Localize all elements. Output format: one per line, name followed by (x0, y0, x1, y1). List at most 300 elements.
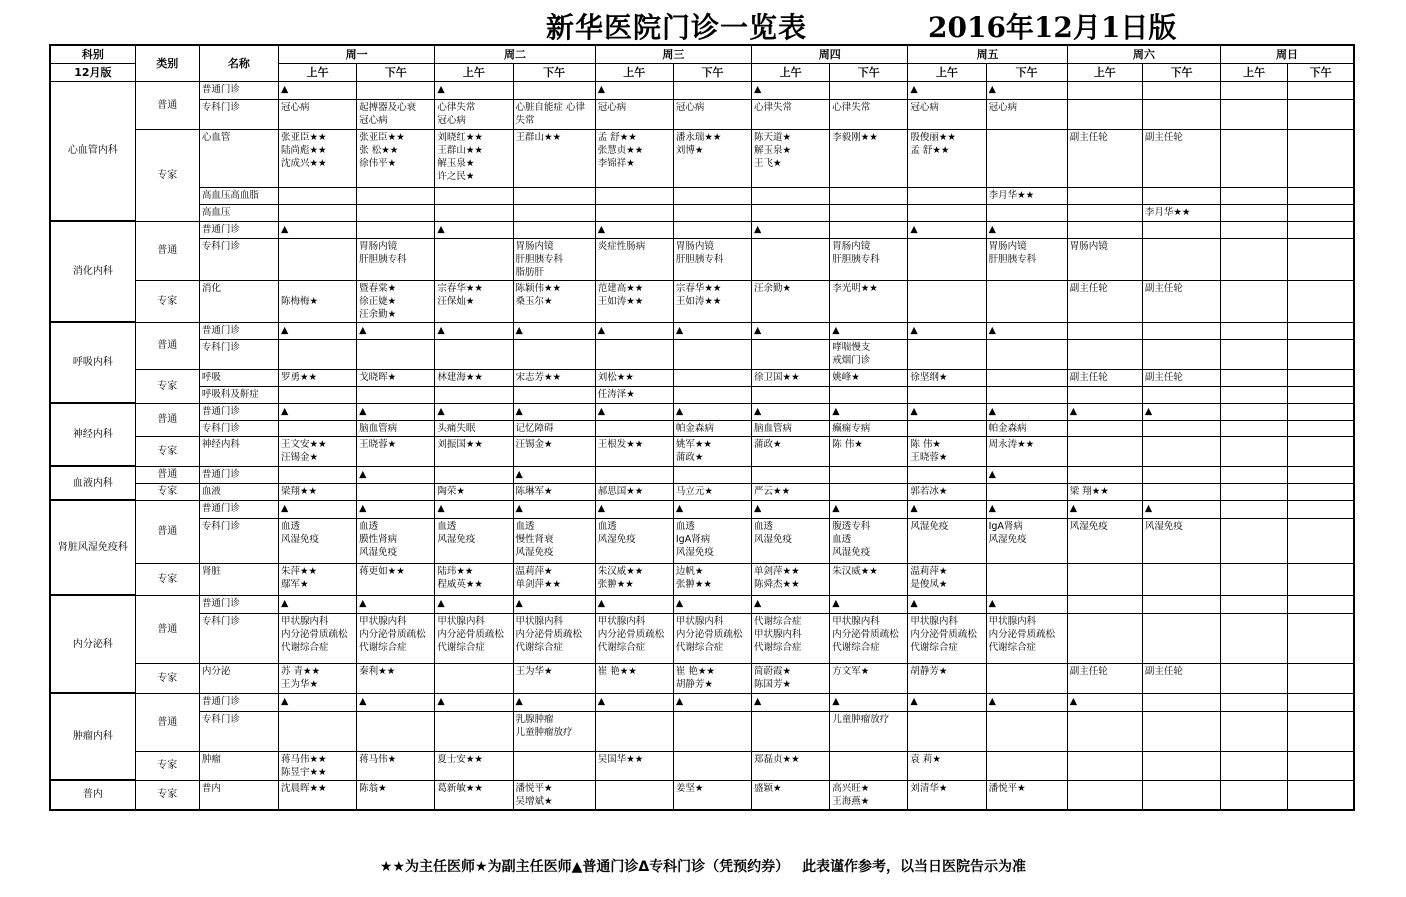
schedule-cell (513, 339, 595, 369)
schedule-cell (279, 386, 357, 403)
schedule-cell: 郝思国★★ (595, 483, 673, 500)
category-cell: 普通 (135, 221, 199, 280)
schedule-cell: 李月华★★ (986, 187, 1067, 204)
schedule-cell (1221, 420, 1288, 436)
schedule-cell: 心律失常 冠心病 (435, 99, 513, 129)
schedule-cell (986, 563, 1067, 595)
schedule-cell (513, 386, 595, 403)
schedule-cell (1067, 436, 1142, 466)
schedule-cell: ▲ (986, 403, 1067, 420)
schedule-cell: ▲ (752, 500, 830, 518)
schedule-cell: ▲ (279, 403, 357, 420)
schedule-cell: ▲ (513, 403, 595, 420)
schedule-cell (595, 204, 673, 221)
schedule-cell: ▲ (986, 322, 1067, 339)
schedule-cell (1288, 339, 1354, 369)
schedule-cell: ▲ (1067, 500, 1142, 518)
schedule-row (50, 420, 1354, 436)
schedule-cell: 王群山★★ (513, 129, 595, 187)
header-am: 上午 (279, 63, 357, 81)
schedule-cell (830, 81, 908, 99)
schedule-cell: 戈晓晖★ (357, 369, 435, 386)
schedule-cell: ▲ (595, 403, 673, 420)
schedule-cell (1288, 780, 1354, 810)
schedule-cell: ▲ (908, 221, 986, 238)
schedule-cell (1142, 483, 1220, 500)
schedule-row (50, 500, 1354, 518)
schedule-cell (830, 187, 908, 204)
schedule-cell: ▲ (830, 500, 908, 518)
header-am: 上午 (435, 63, 513, 81)
schedule-cell: 胃肠内镜 肝胆胰专科 (673, 238, 751, 280)
schedule-cell (908, 204, 986, 221)
header-category: 类别 (135, 45, 199, 81)
header-pm: 下午 (1288, 63, 1354, 81)
schedule-row (50, 693, 1354, 711)
clinic-name-cell: 血液 (199, 483, 278, 500)
clinic-name-cell: 普通门诊 (199, 595, 278, 613)
schedule-cell: 陈翁★ (357, 780, 435, 810)
header-row-days (50, 45, 1354, 63)
schedule-cell: 甲状腺内科 内分泌骨质疏松 代谢综合症 (908, 613, 986, 663)
clinic-name-cell: 肿瘤 (199, 751, 278, 780)
schedule-cell (1288, 221, 1354, 238)
schedule-cell (1221, 129, 1288, 187)
schedule-cell: 李毅刚★★ (830, 129, 908, 187)
schedule-cell: 陆玮★★ 程威英★★ (435, 563, 513, 595)
schedule-cell: ▲ (279, 595, 357, 613)
schedule-cell: 张亚臣★★ 陆尚彪★★ 沈成兴★★ (279, 129, 357, 187)
schedule-cell: 胃肠内镜 肝胆胰专科 (830, 238, 908, 280)
clinic-name-cell: 呼吸科及鼾症 (199, 386, 278, 403)
schedule-cell (1067, 322, 1142, 339)
schedule-cell (986, 204, 1067, 221)
schedule-row (50, 322, 1354, 339)
schedule-row (50, 99, 1354, 129)
header-am: 上午 (1067, 63, 1142, 81)
schedule-cell (986, 751, 1067, 780)
schedule-cell: 郑磊贞★★ (752, 751, 830, 780)
schedule-cell (1221, 322, 1288, 339)
schedule-cell (1221, 280, 1288, 322)
schedule-cell (1142, 322, 1220, 339)
schedule-cell: 蒋马伟★ (357, 751, 435, 780)
schedule-cell (1221, 187, 1288, 204)
schedule-row (50, 81, 1354, 99)
schedule-cell: 胃肠内镜 (1067, 238, 1142, 280)
schedule-cell (1288, 693, 1354, 711)
clinic-name-cell: 心血管 (199, 129, 278, 187)
schedule-cell (1221, 483, 1288, 500)
schedule-cell (1288, 81, 1354, 99)
schedule-cell (908, 711, 986, 751)
schedule-cell (435, 711, 513, 751)
schedule-cell: 郭若冰★ (908, 483, 986, 500)
schedule-cell: ▲ (752, 403, 830, 420)
schedule-cell: ▲ (986, 693, 1067, 711)
schedule-cell (357, 221, 435, 238)
schedule-cell (1288, 563, 1354, 595)
schedule-row (50, 339, 1354, 369)
schedule-cell (1067, 751, 1142, 780)
header-day: 周一 (279, 45, 435, 63)
schedule-cell: ▲ (357, 595, 435, 613)
clinic-name-cell: 普通门诊 (199, 221, 278, 238)
schedule-cell: 胡静芳★ (908, 663, 986, 693)
schedule-cell: ▲ (357, 466, 435, 483)
schedule-cell (1288, 369, 1354, 386)
schedule-cell (1221, 711, 1288, 751)
category-cell: 专家 (135, 780, 199, 810)
schedule-cell: 胃肠内镜 肝胆胰专科 脂肪肝 (513, 238, 595, 280)
schedule-row (50, 483, 1354, 500)
schedule-cell (1142, 466, 1220, 483)
schedule-row (50, 129, 1354, 187)
schedule-cell (1288, 322, 1354, 339)
schedule-cell: 冠心病 (279, 99, 357, 129)
schedule-cell (1221, 663, 1288, 693)
schedule-cell: 方文军★ (830, 663, 908, 693)
clinic-name-cell: 高血压 (199, 204, 278, 221)
schedule-cell: 朱萍★★ 鄢军★ (279, 563, 357, 595)
schedule-cell (1142, 187, 1220, 204)
schedule-cell: ▲ (435, 221, 513, 238)
schedule-cell: 脑血管病 (357, 420, 435, 436)
schedule-cell: 王晓蓉★ (357, 436, 435, 466)
schedule-cell: 刘松★★ (595, 369, 673, 386)
schedule-cell (830, 483, 908, 500)
schedule-cell: ▲ (357, 500, 435, 518)
schedule-cell (673, 466, 751, 483)
schedule-cell (1221, 99, 1288, 129)
schedule-cell (752, 339, 830, 369)
header-pm: 下午 (513, 63, 595, 81)
schedule-cell (830, 204, 908, 221)
category-cell: 普通 (135, 403, 199, 436)
schedule-cell: 潘悦平★ (986, 780, 1067, 810)
schedule-cell (595, 711, 673, 751)
schedule-cell: 风湿免疫 (1142, 518, 1220, 563)
schedule-cell (513, 187, 595, 204)
schedule-cell (1288, 436, 1354, 466)
header-month: 12月版 (50, 63, 135, 81)
category-cell: 普通 (135, 466, 199, 483)
schedule-cell (830, 386, 908, 403)
schedule-cell: 血透 风湿免疫 (752, 518, 830, 563)
schedule-cell (986, 483, 1067, 500)
department-cell: 消化内科 (50, 221, 135, 322)
schedule-cell (752, 466, 830, 483)
schedule-cell: ▲ (279, 693, 357, 711)
schedule-cell (357, 81, 435, 99)
schedule-cell: 蒲政★ (752, 436, 830, 466)
schedule-row (50, 663, 1354, 693)
schedule-cell: ▲ (673, 403, 751, 420)
schedule-cell (513, 751, 595, 780)
schedule-cell (1067, 595, 1142, 613)
header-pm: 下午 (830, 63, 908, 81)
schedule-cell: 徐坚纲★ (908, 369, 986, 386)
schedule-cell: ▲ (752, 693, 830, 711)
header-pm: 下午 (357, 63, 435, 81)
schedule-cell: ▲ (908, 322, 986, 339)
schedule-cell: ▲ (673, 322, 751, 339)
category-cell: 专家 (135, 663, 199, 693)
schedule-cell: 汪余勤★ (752, 280, 830, 322)
schedule-cell: ▲ (1067, 403, 1142, 420)
schedule-cell: 马立元★ (673, 483, 751, 500)
schedule-cell (1288, 500, 1354, 518)
schedule-cell (435, 204, 513, 221)
schedule-cell: ▲ (908, 500, 986, 518)
schedule-cell: ▲ (357, 403, 435, 420)
schedule-cell (595, 420, 673, 436)
schedule-cell: 姚军★★ 蒲政★ (673, 436, 751, 466)
schedule-cell: 胃肠内镜 肝胆胰专科 (986, 238, 1067, 280)
schedule-cell (1067, 187, 1142, 204)
schedule-cell: 风湿免疫 (908, 518, 986, 563)
schedule-cell: ▲ (908, 81, 986, 99)
schedule-cell: 高兴旺★ 王海燕★ (830, 780, 908, 810)
schedule-cell: 单剑萍★★ 陈舜杰★★ (752, 563, 830, 595)
clinic-name-cell: 神经内科 (199, 436, 278, 466)
schedule-cell (1288, 483, 1354, 500)
schedule-cell: 崔 艳★★ 胡静芳★ (673, 663, 751, 693)
schedule-cell (1221, 204, 1288, 221)
schedule-cell (1221, 613, 1288, 663)
clinic-name-cell: 高血压高血脂 (199, 187, 278, 204)
schedule-cell (673, 221, 751, 238)
schedule-cell: ▲ (279, 81, 357, 99)
schedule-cell (1067, 221, 1142, 238)
schedule-cell: 炎症性肠病 (595, 238, 673, 280)
schedule-cell: ▲ (595, 81, 673, 99)
schedule-cell: ▲ (830, 693, 908, 711)
schedule-cell: ▲ (673, 595, 751, 613)
schedule-cell: ▲ (986, 81, 1067, 99)
schedule-cell (1067, 711, 1142, 751)
schedule-row (50, 711, 1354, 751)
schedule-cell (1221, 369, 1288, 386)
schedule-cell (1067, 81, 1142, 99)
schedule-cell: 陶荣★ (435, 483, 513, 500)
schedule-cell (435, 386, 513, 403)
header-am: 上午 (752, 63, 830, 81)
department-cell: 呼吸内科 (50, 322, 135, 403)
schedule-cell (1288, 280, 1354, 322)
header-day: 周五 (908, 45, 1067, 63)
schedule-cell: 帕金森病 (673, 420, 751, 436)
schedule-cell (908, 386, 986, 403)
schedule-cell: 范建高★★ 王如涛★★ (595, 280, 673, 322)
schedule-cell (908, 466, 986, 483)
schedule-cell (279, 238, 357, 280)
schedule-cell (1142, 221, 1220, 238)
schedule-cell (1142, 780, 1220, 810)
clinic-name-cell: 普通门诊 (199, 466, 278, 483)
schedule-row (50, 403, 1354, 420)
schedule-cell (279, 466, 357, 483)
schedule-cell (673, 751, 751, 780)
schedule-cell: 崔 艳★★ (595, 663, 673, 693)
schedule-cell (908, 339, 986, 369)
schedule-cell (752, 238, 830, 280)
schedule-cell: 徐卫国★★ (752, 369, 830, 386)
schedule-cell: 代谢综合症 甲状腺内科 代谢综合症 (752, 613, 830, 663)
title-row (0, 6, 1406, 46)
schedule-cell (595, 466, 673, 483)
schedule-cell: ▲ (357, 322, 435, 339)
clinic-name-cell: 专科门诊 (199, 99, 278, 129)
schedule-cell: 血透 膜性肾病 风湿免疫 (357, 518, 435, 563)
schedule-cell: 副主任轮 (1142, 280, 1220, 322)
schedule-cell: 潘悦平★ 吴增斌★ (513, 780, 595, 810)
clinic-name-cell: 普通门诊 (199, 500, 278, 518)
schedule-cell (1142, 339, 1220, 369)
schedule-cell: ▲ (673, 500, 751, 518)
schedule-cell (1221, 751, 1288, 780)
schedule-cell: 冠心病 (595, 99, 673, 129)
schedule-cell: 夏士安★★ (435, 751, 513, 780)
schedule-cell: ▲ (435, 403, 513, 420)
schedule-cell (1067, 780, 1142, 810)
schedule-cell: ▲ (908, 595, 986, 613)
clinic-name-cell: 消化 (199, 280, 278, 322)
header-pm: 下午 (673, 63, 751, 81)
schedule-cell (1288, 663, 1354, 693)
schedule-cell: 癫痫专病 (830, 420, 908, 436)
schedule-cell (1142, 420, 1220, 436)
schedule-cell: ▲ (513, 466, 595, 483)
schedule-cell (986, 369, 1067, 386)
schedule-cell (673, 369, 751, 386)
header-name: 名称 (199, 45, 278, 81)
schedule-cell: ▲ (986, 595, 1067, 613)
schedule-cell (673, 187, 751, 204)
schedule-cell: 温莉萍★ 是俊凤★ (908, 563, 986, 595)
schedule-cell: 袁 莉★ (908, 751, 986, 780)
schedule-cell (1142, 595, 1220, 613)
schedule-cell: 秦利★★ (357, 663, 435, 693)
schedule-cell: ▲ (513, 595, 595, 613)
schedule-cell (1221, 339, 1288, 369)
schedule-cell: 盛颖★ (752, 780, 830, 810)
schedule-cell: ▲ (830, 403, 908, 420)
schedule-cell: 陈 伟★ 王晓蓉★ (908, 436, 986, 466)
header-dept: 科别 (50, 45, 135, 63)
schedule-cell: 宋志芳★★ (513, 369, 595, 386)
schedule-cell: 宗春华★★ 王如涛★★ (673, 280, 751, 322)
category-cell: 专家 (135, 436, 199, 466)
schedule-cell (908, 420, 986, 436)
schedule-cell (1142, 238, 1220, 280)
schedule-cell (1221, 780, 1288, 810)
schedule-cell: 甲状腺内科 内分泌骨质疏松 代谢综合症 (513, 613, 595, 663)
clinic-name-cell: 普通门诊 (199, 322, 278, 339)
schedule-cell (908, 187, 986, 204)
schedule-row (50, 436, 1354, 466)
schedule-cell: 乳腺肿瘤 儿童肿瘤放疗 (513, 711, 595, 751)
schedule-cell (752, 386, 830, 403)
schedule-cell: 葛新敏★★ (435, 780, 513, 810)
schedule-cell: 王文安★★ 汪锡金★ (279, 436, 357, 466)
schedule-cell: 林建海★★ (435, 369, 513, 386)
schedule-cell: 陈 伟★ (830, 436, 908, 466)
schedule-cell (1288, 595, 1354, 613)
header-day: 周六 (1067, 45, 1220, 63)
schedule-cell: 张亚臣★★ 张 松★★ 徐伟平★ (357, 129, 435, 187)
schedule-cell (908, 238, 986, 280)
schedule-cell: 暨春棠★ 徐正婕★ 汪余勤★ (357, 280, 435, 322)
schedule-cell: ▲ (435, 81, 513, 99)
schedule-row (50, 518, 1354, 563)
schedule-cell (1067, 420, 1142, 436)
header-day: 周日 (1221, 45, 1354, 63)
category-cell: 专家 (135, 563, 199, 595)
schedule-cell: 心律失常 (830, 99, 908, 129)
schedule-cell (986, 129, 1067, 187)
schedule-cell (435, 238, 513, 280)
clinic-name-cell: 普通门诊 (199, 403, 278, 420)
department-cell: 心血管内科 (50, 81, 135, 221)
schedule-row (50, 280, 1354, 322)
schedule-cell: ▲ (986, 466, 1067, 483)
schedule-cell: 腹透专科 血透 风湿免疫 (830, 518, 908, 563)
schedule-cell (435, 187, 513, 204)
schedule-cell: ▲ (513, 322, 595, 339)
schedule-cell (435, 466, 513, 483)
schedule-cell: 刘晓红★★ 王群山★★ 解玉泉★ 许之民★ (435, 129, 513, 187)
schedule-cell: 风湿免疫 (1067, 518, 1142, 563)
schedule-cell: 苏 青★★ 王为华★ (279, 663, 357, 693)
schedule-row (50, 613, 1354, 663)
schedule-cell (1221, 403, 1288, 420)
department-cell: 肾脏风湿免疫科 (50, 500, 135, 595)
clinic-name-cell: 肾脏 (199, 563, 278, 595)
category-cell: 普通 (135, 693, 199, 751)
header-am: 上午 (908, 63, 986, 81)
schedule-cell: 冠心病 (986, 99, 1067, 129)
schedule-cell (513, 81, 595, 99)
schedule-row (50, 751, 1354, 780)
schedule-body (50, 81, 1354, 810)
schedule-cell: 潘永瑞★★ 刘博★ (673, 129, 751, 187)
schedule-cell (1288, 711, 1354, 751)
schedule-cell: ▲ (1067, 693, 1142, 711)
schedule-cell: 陈天道★ 解玉泉★ 王飞★ (752, 129, 830, 187)
schedule-cell: ▲ (435, 322, 513, 339)
schedule-cell: ▲ (752, 322, 830, 339)
schedule-cell: 陈琳军★ (513, 483, 595, 500)
schedule-cell (279, 420, 357, 436)
schedule-row (50, 238, 1354, 280)
category-cell: 专家 (135, 280, 199, 322)
schedule-cell (1221, 693, 1288, 711)
schedule-cell: 甲状腺内科 内分泌骨质疏松 代谢综合症 (357, 613, 435, 663)
page-title: 新华医院门诊一览表 (546, 11, 808, 44)
schedule-cell (357, 339, 435, 369)
schedule-cell: ▲ (752, 81, 830, 99)
schedule-cell: IgA肾病 风湿免疫 (986, 518, 1067, 563)
schedule-cell: 脑血管病 (752, 420, 830, 436)
schedule-cell: 简蔚霞★ 陈国芳★ (752, 663, 830, 693)
schedule-cell (986, 386, 1067, 403)
schedule-cell: 副主任轮 (1142, 369, 1220, 386)
schedule-row (50, 369, 1354, 386)
schedule-cell (595, 780, 673, 810)
schedule-cell: ▲ (595, 500, 673, 518)
schedule-cell (1221, 436, 1288, 466)
